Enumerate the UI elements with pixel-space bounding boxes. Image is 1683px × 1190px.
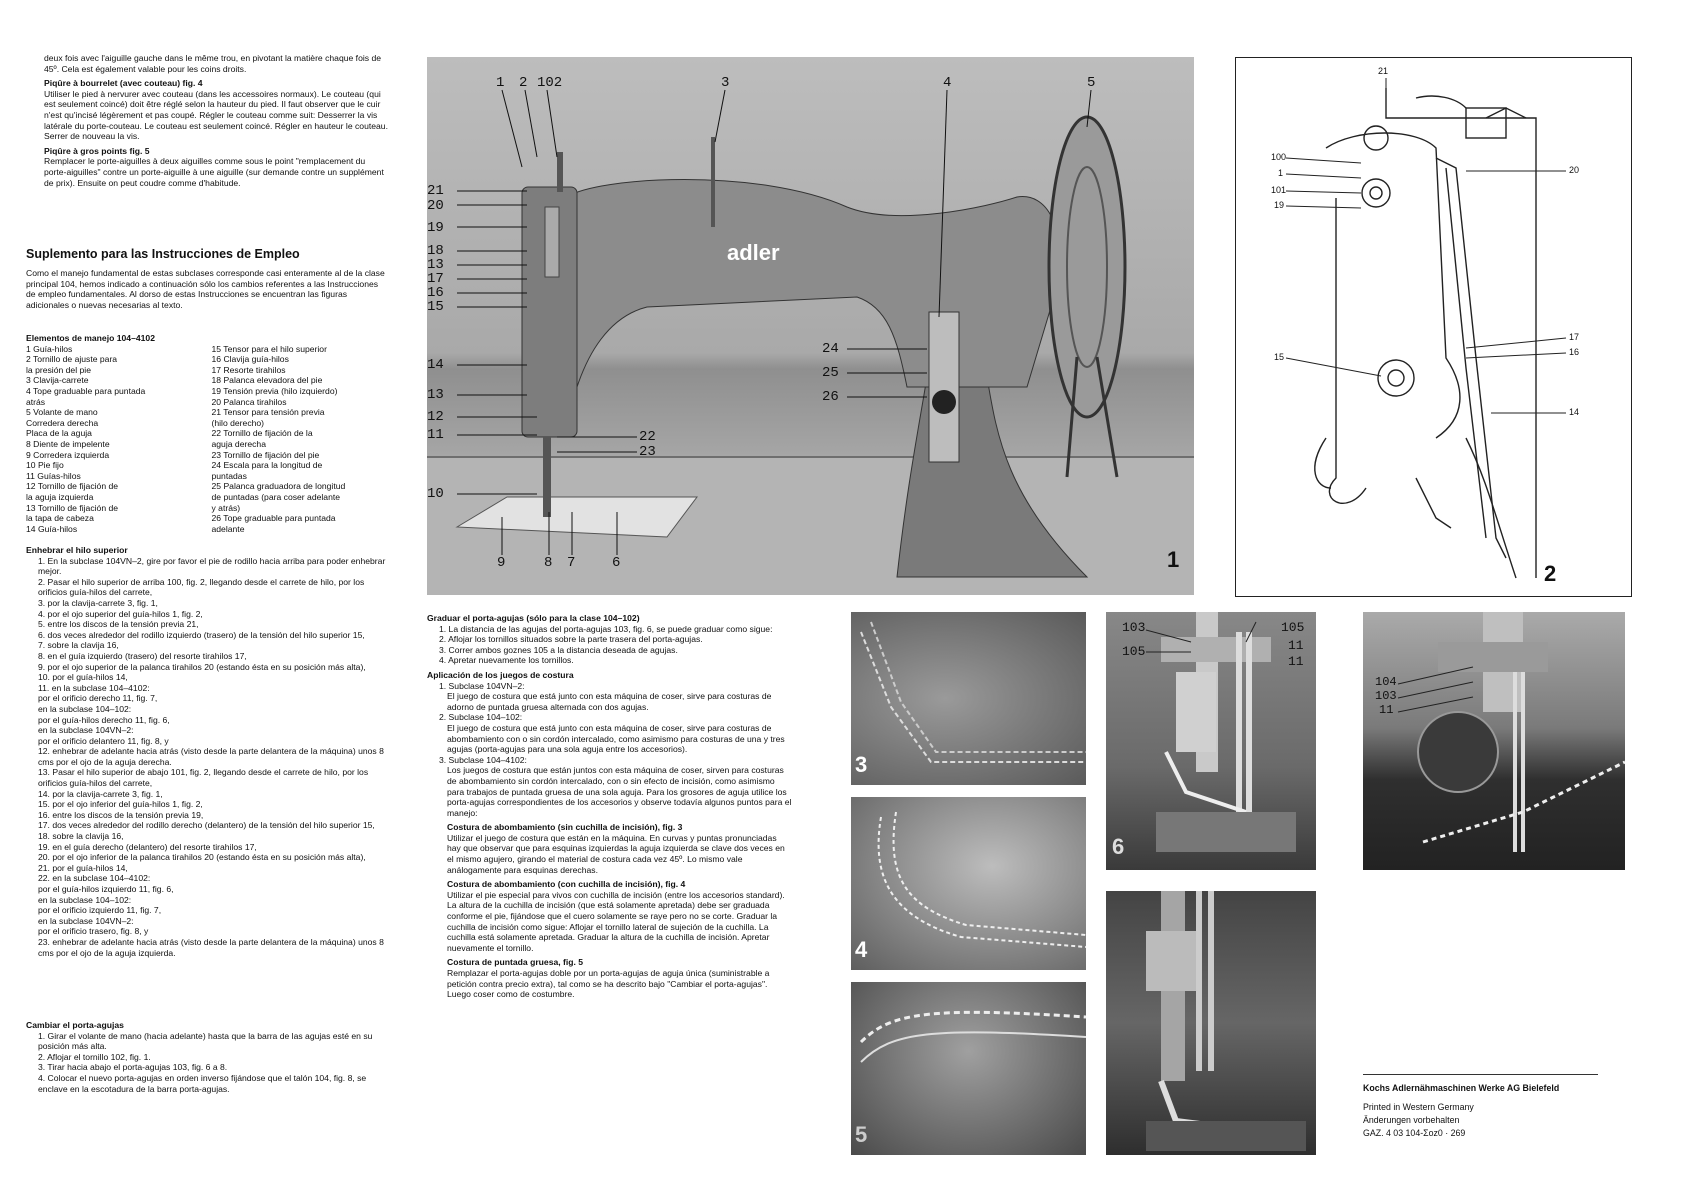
list-item: 9 Corredera izquierda [26,449,110,460]
list-item: 2. Pasar el hilo superior de arriba 100, fig. 2, llegando desde el carrete de hilo, por los orificios guía-hilos del carrete, [38,576,365,598]
french-intro: deux fois avec l'aiguille gauche dans le même trou, en pivotant la matière chaque fois de 45º. Cela est également valable pour les coins droits. [44,53,381,74]
stitch-heavy-illustration [851,982,1086,1155]
list-item: 14 Guía-hilos [26,523,78,534]
figure-7-photo [1106,891,1316,1155]
list-item: de puntadas (para coser adelante [211,491,341,502]
list-item: 17. dos veces alrededor del rodillo derecho (delantero) de la tensión del hilo superior 15, [38,820,375,831]
list-item: (hilo derecho) [211,417,265,428]
list-item: 3. Correr ambos goznes 105 a la distancia deseada de agujas. [439,644,678,655]
callout-left-10: 10 [427,486,444,502]
figure-5-number: 5 [855,1122,868,1147]
list-item: por el orificio derecho 11, fig. 7, [38,693,158,704]
list-item: 9. por el ojo superior de la palanca tirahilos 20 (estando ésta en su posición más alta), [38,661,366,672]
diag-label-100: 100 [1271,152,1287,162]
list-item: 7. sobre la clavija 16, [38,640,119,651]
figure-3-photo [851,612,1086,785]
list-item: 3 Clavija-carrete [26,375,89,386]
apl-1-text: El juego de costura que está junto con esta máquina de coser, sirve para costuras de adorno de puntada gruesa alternada con dos agujas. [447,691,772,712]
list-item: en la subclase 104VN–2: [38,915,134,926]
list-item: 21. por el guía-hilos 14, [38,862,128,873]
list-item: 2 Tornillo de ajuste para [26,354,118,365]
thread-block [26,545,391,958]
list-item: puntadas [211,470,247,481]
list-item: 18. sobre la clavija 16, [38,831,124,842]
french-sec2-title: Piqûre à gros points fig. 5 [44,145,150,156]
callout-left-12: 12 [427,409,444,425]
fig6-label-11a: 11 [1288,638,1304,653]
apl-2: 2. Subclase 104–102: [439,712,523,723]
diag-label-20: 20 [1569,165,1580,175]
list-item: en la subclase 104–102: [38,894,132,905]
french-sec1-text: Utiliser le pied à nervurer avec couteau (dans les accessoires normaux). Le couteau (qui est seulement coincé) doit être réglé selon la hauteur du pied. Il faut observer que le cuir n'est qu'incisé légèrement et pas coupé. Régler le couteau comme suit: Desserrer la vis latérale du porte-couteau. Le couteau est seulement coincé. Régler en hauteur le couteau. Serrer de nouveau la vis. [44,88,388,142]
list-item: 1. Girar el volante de mano (hacia adelante) hasta que la barra de las agujas esté en su posición más alta. [38,1030,373,1052]
callout-left-21: 21 [427,183,444,199]
list-item: 1. En la subclase 104VN–2, gire por favor el pie de rodillo hacia arriba para poder enhebrar mejor. [38,555,386,577]
callout-5: 5 [1087,75,1096,91]
list-item: 23 Tornillo de fijación del pie [211,449,320,460]
french-sec2-text: Remplacer le porte-aiguilles à deux aiguilles comme sous le point "remplacement du porte-aiguilles" contre un porte-aiguille à une aiguille (sur demande contre un supplément de prix). Ensuite on peut coudre comme d'habitude. [44,156,384,188]
fig6-label-105-left: 105 [1122,644,1146,659]
callout-left-13a: 13 [427,257,444,273]
list-item: 20. por el ojo inferior de la palanca tirahilos 20 (estando ésta en su posición más alta), [38,852,366,863]
cost4-text: Utilizar el pie especial para vivos con cuchilla de incisión (entre los accesorios standard). La altura de la cuchilla de incisión (que está solamente apretada) debe ser graduada conforme el pie, fijándose que el cuero solamente se raye pero no se corte. Graduar la cuchilla de incisión como sigue: Aflojar el tornillo lateral de sujeción de la cuchilla. La cuchilla está solamente apretada. Graduar la altura de la cuchilla de incisión. Apretar nuevamente el tornillo. [447,889,785,953]
figure-1-number: 1 [1167,547,1180,572]
list-item: adelante [211,523,245,534]
callout-26: 26 [822,389,839,405]
list-item: 20 Palanca tirahilos [211,396,287,407]
list-item: 4. por el ojo superior del guía-hilos 1, fig. 2, [38,608,203,619]
list-item: 2. Aflojar el tornillo 102, fig. 1. [38,1051,151,1062]
list-item: 17 Resorte tirahilos [211,364,286,375]
figure-1-machine-photo [427,57,1194,595]
fig8-label-103: 103 [1375,689,1397,703]
callout-7: 7 [567,555,576,571]
threading-diagram [1236,58,1631,596]
elements-block [26,333,391,534]
list-item: 15. por el ojo inferior del guía-hilos 1, fig. 2, [38,799,203,810]
callout-4: 4 [943,75,952,91]
imprint-rule [1363,1074,1598,1075]
list-item: 1. La distancia de las agujas del porta-agujas 103, fig. 6, se puede graduar como sigue: [439,623,773,634]
figure-8-photo [1363,612,1625,870]
french-text-block [44,53,389,188]
list-item: 5 Volante de mano [26,407,98,418]
callout-left-20: 20 [427,198,444,214]
list-item: la tapa de cabeza [26,513,94,524]
thread-title: Enhebrar el hilo superior [26,545,128,555]
spanish-intro: Como el manejo fundamental de estas subclases corresponde casi enteramente al de la clase principal 104, hemos indicado a continuación sólo los cambios referentes a las Instrucciones de empleo fundamentales. Al dorso de estas Instrucciones se encuentran las figuras adicionales o nuevas necesarias al texto. [26,268,385,310]
list-item: 10. por el guía-hilos 14, [38,672,128,683]
list-item: 4 Tope graduable para puntada [26,385,146,396]
apl-title: Aplicación de los juegos de costura [427,669,574,680]
cost3-text: Utilizar el juego de costura que están en la máquina. En curvas y puntas pronunciadas hay que observar que para esquinas izquierdas la aguja izquierda se clave dos veces en el mismo agujero, girando el material de costura cada vez 45º. Lo mismo vale análogamente para esquinas derechas. [447,832,785,875]
imprint-code: GAZ. 4 03 104-Σoz0 · 269 [1363,1128,1466,1138]
fig6-label-11b: 11 [1288,654,1304,669]
list-item: Placa de la aguja [26,428,92,439]
callout-1: 1 [496,75,505,91]
figure-5-photo [851,982,1086,1155]
callout-8: 8 [544,555,553,571]
list-item: 19 Tensión previa (hilo izquierdo) [211,385,338,396]
callout-6: 6 [612,555,621,571]
list-item: 21 Tensor para tensión previa [211,407,325,418]
list-item: 22 Tornillo de fijación de la [211,428,313,439]
callout-left-17: 17 [427,271,444,287]
list-item: 6. dos veces alrededor del rodillo izquierdo (trasero) de la tensión del hilo superior 15, [38,629,365,640]
imprint-block [1363,1082,1623,1140]
diag-label-101: 101 [1271,185,1287,195]
list-item: por el guía-hilos izquierdo 11, fig. 6, [38,884,174,894]
figure-3-number: 3 [855,752,868,777]
list-item: Corredera derecha [26,417,99,428]
stitch-bead-illustration [851,797,1086,970]
list-item: por el orificio trasero, fig. 8, y [38,926,149,937]
foot-illustration [1106,891,1316,1155]
list-item: 15 Tensor para el hilo superior [211,343,327,354]
callout-9: 9 [497,555,506,571]
spanish-title: Suplemento para las Instrucciones de Empleo [26,247,300,261]
list-item: 22. en la subclase 104–4102: [38,873,151,884]
diag-label-21: 21 [1378,66,1389,76]
callout-left-11: 11 [427,427,444,443]
elements-list-right [212,344,392,535]
diag-label-1: 1 [1278,168,1284,178]
grad-steps-list [427,624,792,666]
list-item: 8. en el guía izquierdo (trasero) del resorte tirahilos 17, [38,650,247,661]
imprint-company: Kochs Adlernähmaschinen Werke AG Bielefeld [1363,1083,1560,1093]
thread-steps-list [26,556,391,959]
list-item: por el orificio izquierdo 11, fig. 7, [38,905,162,916]
list-item: 3. por la clavija-carrete 3, fig. 1, [38,597,158,608]
elements-list-left [26,344,206,535]
list-item: en la subclase 104–102: [38,703,132,714]
change-block [26,1020,391,1094]
list-item: 3. Tirar hacia abajo el porta-agujas 103, fig. 6 a 8. [38,1062,228,1073]
list-item: 13 Tornillo de fijación de [26,502,119,513]
figure-2-number: 2 [1544,561,1557,586]
list-item: 23. enhebrar de adelante hacia atrás (visto desde la parte delantera de la máquina) unos 8 cms por el ojo de la aguja izquierda. [38,936,384,958]
list-item: 24 Escala para la longitud de [211,460,323,471]
brand-logo: adler [727,240,780,265]
cost3-title: Costura de abombamiento (sin cuchilla de incisión), fig. 3 [447,822,683,833]
callout-left-13b: 13 [427,387,444,403]
list-item: 10 Pie fijo [26,460,64,471]
change-steps-list [26,1031,391,1095]
grad-title: Graduar el porta-agujas (sólo para la clase 104–102) [427,613,640,623]
callout-102: 102 [537,75,563,91]
callout-2: 2 [519,75,528,91]
machine-illustration [427,57,1194,595]
list-item: 16. entre los discos de la tensión previa 19, [38,809,204,820]
fig8-label-11: 11 [1379,703,1394,717]
list-item: 18 Palanca elevadora del pie [211,375,323,386]
list-item: atrás [26,396,46,407]
fig6-label-103: 103 [1122,620,1146,635]
callout-left-18: 18 [427,243,444,259]
stitch-corner-illustration [851,612,1086,785]
cost5-title: Costura de puntada gruesa, fig. 5 [447,957,584,968]
callout-24: 24 [822,341,839,357]
middle-text-block [427,613,792,1000]
callout-left-14: 14 [427,357,444,373]
cost4-title: Costura de abombamiento (con cuchilla de incisión), fig. 4 [447,879,686,890]
apl-3: 3. Subclase 104–4102: [439,754,527,765]
list-item: la presión del pie [26,364,91,375]
list-item: por el guía-hilos derecho 11, fig. 6, [38,714,170,725]
roller-foot-illustration [1363,612,1625,870]
list-item: 1 Guía-hilos [26,343,73,354]
list-item: y atrás) [211,502,241,513]
list-item: 2. Aflojar los tornillos situados sobre la parte trasera del porta-agujas. [439,634,703,645]
list-item: 8 Diente de impelente [26,438,110,449]
list-item: 4. Colocar el nuevo porta-agujas en orden inverso fijándose que el talón 104, fig. 8, se enclave en la escotadura de la barra porta-agujas. [38,1072,367,1094]
imprint-changes: Änderungen vorbehalten [1363,1115,1460,1125]
diag-label-14: 14 [1569,407,1580,417]
cost5-text: Remplazar el porta-agujas doble por un porta-agujas de aguja única (suministrable a petición contra precio extra), tal como se ha descrito bajo "Cambiar el porta-agujas". Luego coser como de costumbre. [447,968,770,1000]
apl-3-text: Los juegos de costura que están juntos con esta máquina de coser, sirven para costuras de abombamiento sin cordón intercalado, con o sin efecto de incisión, como asimismo para trabajos de puntada gruesa de una sola aguja. Para los grosores de aguja utilice los porta-agujas correspondientes de los accesorios y observe todavía algunos puntos para el manejo: [447,765,792,818]
list-item: 11. en la subclase 104–4102: [38,682,150,693]
callout-left-19: 19 [427,220,444,236]
french-sec1-title: Piqûre à bourrelet (avec couteau) fig. 4 [44,78,203,89]
callout-3: 3 [721,75,730,91]
list-item: 16 Clavija guía-hilos [211,354,289,365]
callout-25: 25 [822,365,839,381]
callout-left-16: 16 [427,285,444,301]
diag-label-17: 17 [1569,332,1580,342]
diag-label-16: 16 [1569,347,1580,357]
fig6-label-105-right: 105 [1281,620,1305,635]
list-item: aguja derecha [211,438,266,449]
figure-2-diagram [1235,57,1632,597]
list-item: 11 Guías-hilos [26,470,81,481]
list-item: por el orificio delantero 11, fig. 8, y [38,735,169,746]
list-item: en la subclase 104VN–2: [38,725,134,736]
list-item: la aguja izquierda [26,491,94,502]
elements-title: Elementos de manejo 104–4102 [26,333,155,343]
list-item: 26 Tope graduable para puntada [211,513,336,524]
change-title: Cambiar el porta-agujas [26,1020,124,1030]
callout-left-15: 15 [427,299,444,315]
list-item: 12 Tornillo de fijación de [26,481,119,492]
imprint-printed: Printed in Western Germany [1363,1102,1474,1112]
list-item: 13. Pasar el hilo superior de abajo 101, fig. 2, llegando desde el carrete de hilo, por los orificios guía-hilos del carrete, [38,767,369,789]
diag-label-19: 19 [1274,200,1285,210]
figure-6-number: 6 [1112,834,1125,859]
list-item: 25 Palanca graduadora de longitud [211,481,346,492]
callout-22: 22 [639,429,656,445]
figure-6-photo [1106,612,1316,870]
list-item: 12. enhebrar de adelante hacia atrás (visto desde la parte delantera de la máquina) unos 8 cms por el ojo de la aguja derecha. [38,746,384,767]
list-item: 14. por la clavija-carrete 3, fig. 1, [38,788,163,799]
figure-4-photo [851,797,1086,970]
apl-1: 1. Subclase 104VN–2: [439,680,525,691]
callout-23: 23 [639,444,656,460]
fig8-label-104: 104 [1375,675,1397,689]
figure-4-number: 4 [855,937,868,962]
list-item: 5. entre los discos de la tensión previa 21, [38,619,199,630]
list-item: 19. en el guía derecho (delantero) del resorte tirahilos 17, [38,841,257,852]
apl-2-text: El juego de costura que está junto con esta máquina de coser, sirve para costuras de abombamiento con o sin cordón intercalado, como asimismo para costuras de una y tres agujas (porta-agujas para una sola aguja entre los accesorios). [447,722,785,755]
diag-label-15: 15 [1274,352,1285,362]
list-item: 4. Apretar nuevamente los tornillos. [439,655,574,666]
